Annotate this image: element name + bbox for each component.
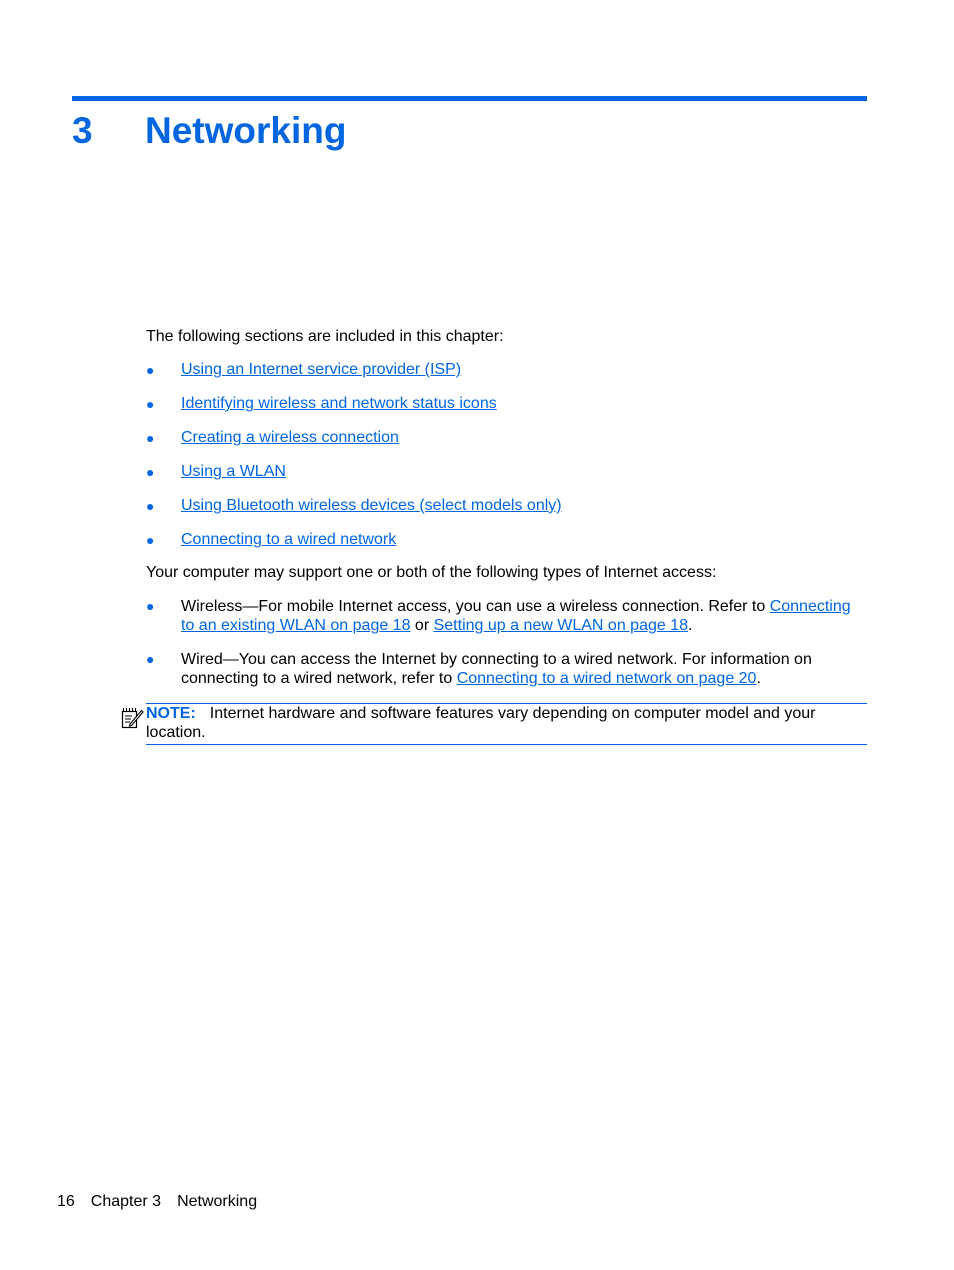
connecting-wired-network-link[interactable]: Connecting to a wired network on page 20 [456,670,757,687]
bullet-icon: ● [146,598,155,614]
bullet-icon: ● [146,464,155,480]
section-link-wired-network[interactable]: Connecting to a wired network [181,531,397,548]
page-footer [57,1192,257,1211]
footer-page-number: 16 [57,1193,75,1210]
section-link-status-icons[interactable]: Identifying wireless and network status icons [181,395,497,412]
bullet-icon: ● [146,430,155,446]
wired-paragraph: Wired—You can access the Internet by connecting to a wired network. For information on connecting to a wired network, refer to Connecting to a wired network on page 20. [181,651,812,687]
intro-text: The following sections are included in this chapter: [146,328,504,345]
bullet-icon: ● [146,362,155,378]
note-pencil-icon [120,705,144,729]
chapter-top-rule [72,96,867,101]
section-link-wireless-connection[interactable]: Creating a wireless connection [181,429,399,446]
section-link-wlan[interactable]: Using a WLAN [181,463,286,480]
wireless-paragraph: Wireless—For mobile Internet access, you can use a wireless connection. Refer to Connecting to an existing WLAN on page 18 or Setting up a new WLAN on page 18. [181,598,851,634]
access-intro-text: Your computer may support one or both of the following types of Internet access: [146,564,717,581]
footer-title: Networking [177,1193,258,1210]
note-body: Internet hardware and software features vary depending on computer model and your location. [146,705,816,741]
bullet-icon: ● [146,532,155,548]
setting-up-wlan-link[interactable]: Setting up a new WLAN on page 18 [433,617,688,634]
chapter-number: 3 [72,110,93,151]
bullet-icon: ● [146,498,155,514]
section-link-bluetooth[interactable]: Using Bluetooth wireless devices (select models only) [181,497,562,514]
note-box [146,703,867,745]
bullet-icon: ● [146,651,155,667]
chapter-title: Networking [145,110,347,151]
note-text [146,704,836,742]
footer-chapter: Chapter 3 [90,1193,162,1210]
bullet-icon: ● [146,396,155,412]
section-link-isp[interactable]: Using an Internet service provider (ISP) [181,361,462,378]
note-label: NOTE: [146,705,196,722]
connecting-existing-wlan-link[interactable]: Connecting to an existing WLAN on page 18 [181,598,851,634]
